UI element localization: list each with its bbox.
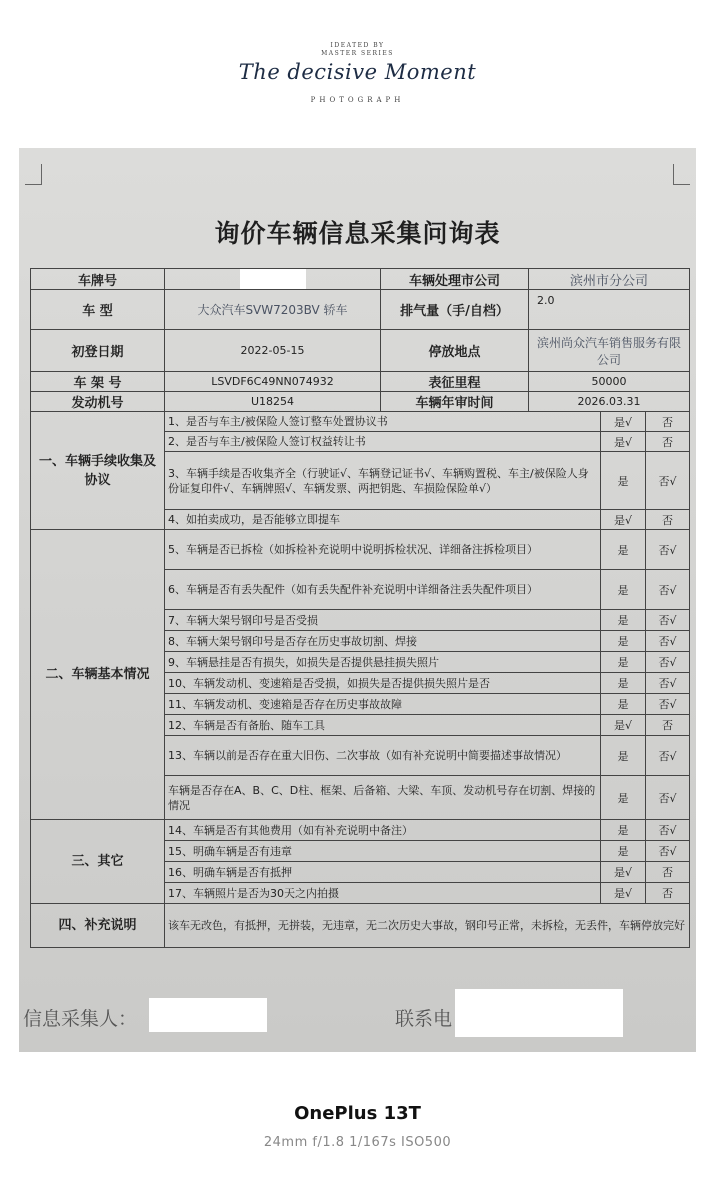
answer-yes: 是√ (601, 715, 646, 736)
form-title: 询价车辆信息采集问询表 (214, 219, 501, 248)
row-vin (31, 372, 690, 392)
watermark-script-logo: The decisive Moment (238, 60, 477, 84)
answer-yes: 是 (601, 736, 646, 776)
answer-yes: 是√ (601, 412, 646, 432)
section-1-title: 一、车辆手续收集及协议 (31, 412, 165, 530)
answer-yes: 是 (601, 631, 646, 652)
supplement-text: 该车无改色，有抵押，无拼装，无违章，无二次历史大事故，钢印号正常，未拆检，无丢件，车辆停放完好 (165, 904, 690, 948)
answer-no: 否√ (646, 736, 690, 776)
company-label: 车辆处理市公司 (381, 269, 529, 290)
answer-yes: 是 (601, 673, 646, 694)
row-reg-date (31, 330, 690, 372)
row-plate (31, 269, 690, 290)
inquiry-form-table (30, 268, 690, 948)
answer-yes: 是 (601, 530, 646, 570)
vin-label: 车 架 号 (31, 372, 165, 392)
answer-yes: 是√ (601, 862, 646, 883)
answer-no: 否√ (646, 776, 690, 820)
answer-yes: 是√ (601, 883, 646, 904)
mileage-label: 表征里程 (381, 372, 529, 392)
watermark-photograph: PHOTOGRAPH (310, 96, 405, 104)
row-model (31, 290, 690, 330)
answer-yes: 是 (601, 652, 646, 673)
crop-mark-top-left (25, 164, 42, 185)
watermark-line2: MASTER SERIES (321, 50, 394, 57)
watermark-ideated (0, 42, 715, 58)
question-row (31, 820, 690, 841)
answer-no: 否√ (646, 694, 690, 715)
reg-date-label: 初登日期 (31, 330, 165, 372)
location-value: 滨州尚众汽车销售服务有限公司 (529, 330, 690, 372)
watermark-line1: IDEATED BY (330, 42, 385, 49)
question-text: 车辆是否存在A、B、C、D柱、框架、后备箱、大梁、车顶、发动机号存在切割、焊接的情况 (165, 776, 601, 820)
question-row (31, 412, 690, 432)
supplement-label: 四、补充说明 (31, 904, 165, 948)
question-text: 4、如拍卖成功，是否能够立即提车 (165, 510, 601, 530)
question-text: 8、车辆大架号钢印号是否存在历史事故切割、焊接 (165, 631, 601, 652)
model-value: 大众汽车SVW7203BV 轿车 (165, 290, 381, 330)
answer-no: 否√ (646, 652, 690, 673)
contact-label: 联系电 (395, 1008, 453, 1030)
question-text: 1、是否与车主/被保险人签订整车处置协议书 (165, 412, 601, 432)
location-label: 停放地点 (381, 330, 529, 372)
question-text: 16、明确车辆是否有抵押 (165, 862, 601, 883)
mileage-value: 50000 (529, 372, 690, 392)
answer-no: 否√ (646, 673, 690, 694)
plate-value (165, 269, 381, 290)
answer-no: 否 (646, 412, 690, 432)
redacted-collector-name (149, 998, 267, 1032)
crop-mark-top-right (673, 164, 690, 185)
displacement-value: 2.0 (529, 290, 690, 330)
question-text: 10、车辆发动机、变速箱是否受损，如损失是否提供损失照片是否 (165, 673, 601, 694)
question-text: 3、车辆手续是否收集齐全（行驶证√、车辆登记证书√、车辆购置税、车主/被保险人身份证复印件√、车辆牌照√、车辆发票、两把钥匙、车损险保险单√） (165, 452, 601, 510)
row-engine (31, 392, 690, 412)
question-text: 7、车辆大架号钢印号是否受损 (165, 610, 601, 631)
question-text: 11、车辆发动机、变速箱是否存在历史事故故障 (165, 694, 601, 715)
answer-no: 否 (646, 432, 690, 452)
answer-yes: 是 (601, 452, 646, 510)
answer-no: 否√ (646, 610, 690, 631)
vin-value: LSVDF6C49NN074932 (165, 372, 381, 392)
answer-yes: 是 (601, 570, 646, 610)
section-3-title: 三、其它 (31, 820, 165, 904)
answer-yes: 是 (601, 841, 646, 862)
question-text: 2、是否与车主/被保险人签订权益转让书 (165, 432, 601, 452)
answer-no: 否 (646, 883, 690, 904)
question-text: 5、车辆是否已拆检（如拆检补充说明中说明拆检状况、详细备注拆检项目） (165, 530, 601, 570)
answer-no: 否 (646, 862, 690, 883)
question-text: 12、车辆是否有备胎、随车工具 (165, 715, 601, 736)
answer-no: 否√ (646, 820, 690, 841)
answer-no: 否 (646, 715, 690, 736)
question-row (31, 530, 690, 570)
answer-yes: 是√ (601, 510, 646, 530)
answer-no: 否√ (646, 570, 690, 610)
question-text: 17、车辆照片是否为30天之内拍摄 (165, 883, 601, 904)
row-supplement (31, 904, 690, 948)
inspection-value: 2026.03.31 (529, 392, 690, 412)
question-text: 9、车辆悬挂是否有损失，如损失是否提供悬挂损失照片 (165, 652, 601, 673)
document-photo (19, 148, 696, 1052)
redacted-plate (240, 269, 306, 289)
engine-label: 发动机号 (31, 392, 165, 412)
question-text: 6、车辆是否有丢失配件（如有丢失配件补充说明中详细备注丢失配件项目） (165, 570, 601, 610)
answer-yes: 是 (601, 694, 646, 715)
model-label: 车 型 (31, 290, 165, 330)
reg-date-value: 2022-05-15 (165, 330, 381, 372)
question-text: 13、车辆以前是否存在重大旧伤、二次事故（如有补充说明中简要描述事故情况） (165, 736, 601, 776)
engine-value: U18254 (165, 392, 381, 412)
inspection-label: 车辆年审时间 (381, 392, 529, 412)
collector-label: 信息采集人： (23, 1008, 138, 1030)
displacement-label: 排气量（手/自档） (381, 290, 529, 330)
redacted-contact-phone (455, 989, 623, 1037)
answer-yes: 是 (601, 610, 646, 631)
answer-yes: 是 (601, 776, 646, 820)
answer-no: 否√ (646, 841, 690, 862)
answer-yes: 是√ (601, 432, 646, 452)
camera-model: OnePlus 13T (294, 1103, 421, 1124)
answer-yes: 是 (601, 820, 646, 841)
answer-no: 否√ (646, 452, 690, 510)
question-text: 15、明确车辆是否有违章 (165, 841, 601, 862)
question-text: 14、车辆是否有其他费用（如有补充说明中备注） (165, 820, 601, 841)
company-value: 滨州市分公司 (529, 269, 690, 290)
answer-no: 否√ (646, 530, 690, 570)
answer-no: 否 (646, 510, 690, 530)
plate-label: 车牌号 (31, 269, 165, 290)
camera-specs: 24mm f/1.8 1/167s ISO500 (263, 1135, 452, 1150)
answer-no: 否√ (646, 631, 690, 652)
section-2-title: 二、车辆基本情况 (31, 530, 165, 820)
